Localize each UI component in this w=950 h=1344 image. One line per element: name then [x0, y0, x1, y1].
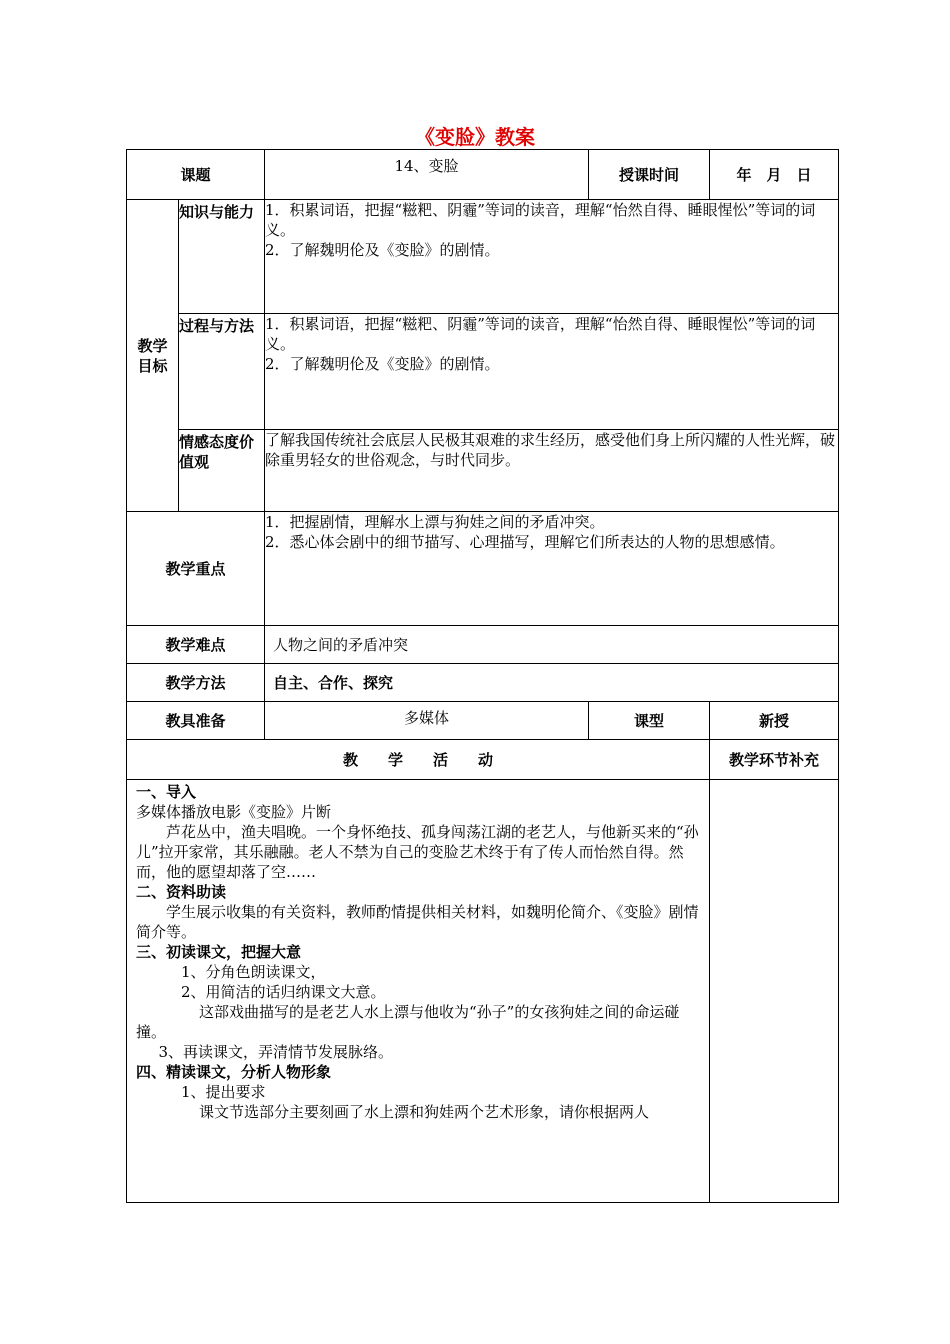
difficulty-label: 教学难点 [127, 626, 265, 664]
supplement-header: 教学环节补充 [710, 740, 839, 780]
goal-line: 1．积累词语，把握“糍粑、阴霾”等词的读音，理解“怡然自得、睡眼惺忪”等词的词义。 [265, 201, 816, 239]
goal-content-process [265, 314, 839, 430]
topic-value: 14、变脸 [265, 150, 589, 200]
activity-paragraph: 多媒体播放电影《变脸》片断 [136, 803, 332, 821]
goal-row-knowledge [127, 200, 839, 314]
header-row [127, 150, 839, 200]
page-title: 《变脸》教案 [415, 125, 535, 149]
key-point-line: 2．悉心体会剧中的细节描写、心理描写，理解它们所表达的人物的思想感情。 [265, 533, 785, 551]
key-points-content [265, 512, 839, 626]
activity-paragraph: 课文节选部分主要刻画了水上漂和狗娃两个艺术形象，请你根据两人 [199, 1103, 650, 1121]
activity-paragraph: 1、提出要求 [181, 1083, 266, 1101]
activity-paragraph: 学生展示收集的有关资料，教师酌情提供相关材料，如魏明伦简介、《变脸》剧情简介等。 [136, 903, 699, 941]
difficulty-row [127, 626, 839, 664]
goal-label-knowledge: 知识与能力 [179, 200, 265, 314]
section-heading: 一、导入 [136, 783, 197, 801]
activity-body-row [127, 780, 839, 1203]
goal-line: 1．积累词语，把握“糍粑、阴霾”等词的读音，理解“怡然自得、睡眼惺忪”等词的词义。 [265, 315, 816, 353]
method-row [127, 664, 839, 702]
time-value: 年 月 日 [710, 150, 839, 200]
activity-header: 教 学 活 动 [127, 740, 710, 780]
key-points-label: 教学重点 [127, 512, 265, 626]
supplement-content [710, 780, 839, 1203]
key-point-line: 1．把握剧情，理解水上漂与狗娃之间的矛盾冲突。 [265, 513, 605, 531]
key-points-row [127, 512, 839, 626]
goals-label [127, 200, 179, 512]
goal-content-knowledge [265, 200, 839, 314]
goal-line: 2．了解魏明伦及《变脸》的剧情。 [265, 241, 500, 259]
goals-label-text: 教学目标 [137, 336, 168, 375]
time-label: 授课时间 [589, 150, 710, 200]
lesson-type-value: 新授 [710, 702, 839, 740]
activity-paragraph: 1、分角色朗读课文， [181, 963, 326, 981]
section-heading: 三、初读课文，把握大意 [136, 943, 302, 961]
topic-label: 课题 [127, 150, 265, 200]
activity-paragraph: 芦花丛中，渔夫唱晚。一个身怀绝技、孤身闯荡江湖的老艺人，与他新买来的“孙儿”拉开家常，其乐融融。老人不禁为自己的变脸艺术终于有了传人而怡然自得。然而，他的愿望却落了空…… [136, 823, 699, 881]
goal-line: 了解我国传统社会底层人民极其艰难的求生经历，感受他们身上所闪耀的人性光辉，破除重男轻女的世俗观念，与时代同步。 [265, 431, 836, 469]
activity-paragraph: 2、用简洁的话归纳课文大意。 [181, 983, 386, 1001]
activity-content [127, 780, 710, 1203]
activity-paragraph: 这部戏曲描写的是老艺人水上漂与他收为“孙子”的女孩狗娃之间的命运碰撞。 [136, 1003, 680, 1041]
tools-row [127, 702, 839, 740]
activity-header-row [127, 740, 839, 780]
method-label: 教学方法 [127, 664, 265, 702]
lesson-type-label: 课型 [589, 702, 710, 740]
method-value: 自主、合作、探究 [265, 664, 839, 702]
tools-label: 教具准备 [127, 702, 265, 740]
goal-label-emotion: 情感态度价值观 [179, 430, 265, 512]
section-heading: 四、精读课文，分析人物形象 [136, 1063, 332, 1081]
difficulty-value: 人物之间的矛盾冲突 [265, 626, 839, 664]
activity-paragraph: 3、再读课文，弄清情节发展脉络。 [158, 1043, 394, 1061]
lesson-plan-table [126, 149, 839, 1203]
goal-content-emotion [265, 430, 839, 512]
goal-row-emotion [127, 430, 839, 512]
tools-value: 多媒体 [265, 702, 589, 740]
section-heading: 二、资料助读 [136, 883, 227, 901]
goal-line: 2．了解魏明伦及《变脸》的剧情。 [265, 355, 500, 373]
goal-row-process [127, 314, 839, 430]
goal-label-process: 过程与方法 [179, 314, 265, 430]
